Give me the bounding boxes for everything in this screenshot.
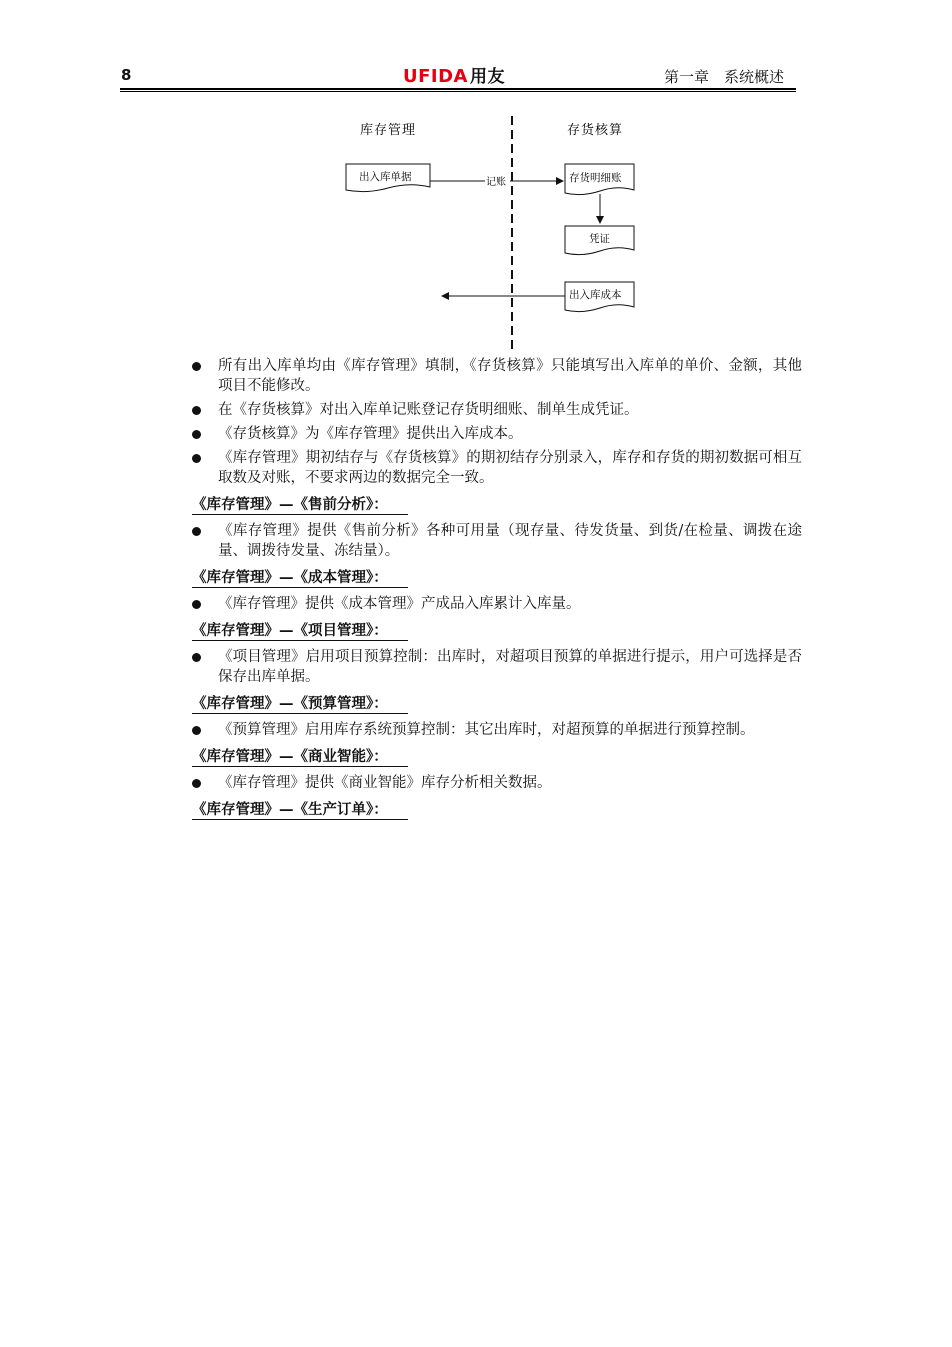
bullet-dot-icon: [192, 527, 201, 536]
node-inout-cost: [565, 282, 634, 312]
list-item-text: 在《存货核算》对出入库单记账登记存货明细账、制单生成凭证。: [218, 402, 639, 418]
section-title: 《库存管理》—《项目管理》：: [192, 621, 408, 641]
flow-diagram: [330, 112, 650, 357]
list-item-text: 《项目管理》启用项目预算控制：出库时，对超项目预算的单据进行提示，用户可选择是否保存出库单据。: [218, 649, 802, 685]
brand-logo: [403, 62, 505, 87]
intro-bullet-list: [192, 356, 802, 488]
list-item: [192, 647, 802, 687]
bullet-dot-icon: [192, 430, 201, 439]
bullet-dot-icon: [192, 653, 201, 662]
chapter-title: 第一章 系统概述: [664, 68, 785, 86]
list-item-text: 《存货核算》为《库存管理》提供出入库成本。: [218, 426, 523, 442]
section-project: [192, 618, 802, 687]
list-item: [192, 424, 802, 444]
node-inout-doc-label: 出入库单据: [359, 171, 412, 183]
brand-latin: UFIDA: [403, 66, 468, 87]
bullet-dot-icon: [192, 454, 201, 463]
section-title: 《库存管理》—《商业智能》：: [192, 747, 408, 767]
list-item-text: 《库存管理》提供《售前分析》各种可用量（现存量、待发货量、到货/在检量、调拨在途量、调拨待发量、冻结量）。: [218, 523, 802, 559]
list-item: [192, 773, 802, 793]
node-inout-doc: [346, 164, 430, 192]
node-detail-ledger: [565, 164, 634, 195]
node-inout-cost-label: 出入库成本: [569, 289, 622, 301]
section-cost: [192, 565, 802, 614]
brand-chinese: 用友: [469, 67, 505, 87]
node-voucher-label: 凭证: [589, 233, 610, 245]
section-production-order: [192, 797, 802, 826]
header-rule-thin: [120, 91, 796, 92]
edge-posting-label: 记账: [486, 177, 506, 188]
bullet-dot-icon: [192, 406, 201, 415]
bullet-dot-icon: [192, 600, 201, 609]
bullet-dot-icon: [192, 779, 201, 788]
section-title: 《库存管理》—《生产订单》：: [192, 800, 408, 820]
node-voucher: [565, 226, 634, 255]
list-item-text: 《库存管理》提供《商业智能》库存分析相关数据。: [218, 775, 552, 791]
list-item-text: 《库存管理》提供《成本管理》产成品入库累计入库量。: [218, 596, 581, 612]
list-item-text: 所有出入库单均由《库存管理》填制，《存货核算》只能填写出入库单的单价、金额，其他项目不能修改。: [218, 358, 802, 394]
list-item: [192, 594, 802, 614]
section-budget: [192, 691, 802, 740]
section-title: 《库存管理》—《售前分析》：: [192, 495, 408, 515]
section-title: 《库存管理》—《预算管理》：: [192, 694, 408, 714]
list-item-text: 《库存管理》期初结存与《存货核算》的期初结存分别录入，库存和存货的期初数据可相互取数及对账，不要求两边的数据完全一致。: [218, 450, 802, 486]
section-title: 《库存管理》—《成本管理》：: [192, 568, 408, 588]
bullet-dot-icon: [192, 362, 201, 371]
list-item: [192, 448, 802, 488]
header-rule: [120, 88, 796, 90]
section-presales: [192, 492, 802, 561]
document-body: [192, 356, 802, 826]
right-column-title: 存货核算: [567, 123, 624, 138]
list-item: [192, 356, 802, 396]
list-item: [192, 720, 802, 740]
page-number: 8: [121, 66, 132, 84]
left-column-title: 库存管理: [360, 123, 417, 138]
list-item: [192, 400, 802, 420]
list-item: [192, 521, 802, 561]
bullet-dot-icon: [192, 726, 201, 735]
section-bi: [192, 744, 802, 793]
node-detail-ledger-label: 存货明细账: [569, 172, 622, 184]
list-item-text: 《预算管理》启用库存系统预算控制：其它出库时，对超预算的单据进行预算控制。: [218, 722, 755, 738]
